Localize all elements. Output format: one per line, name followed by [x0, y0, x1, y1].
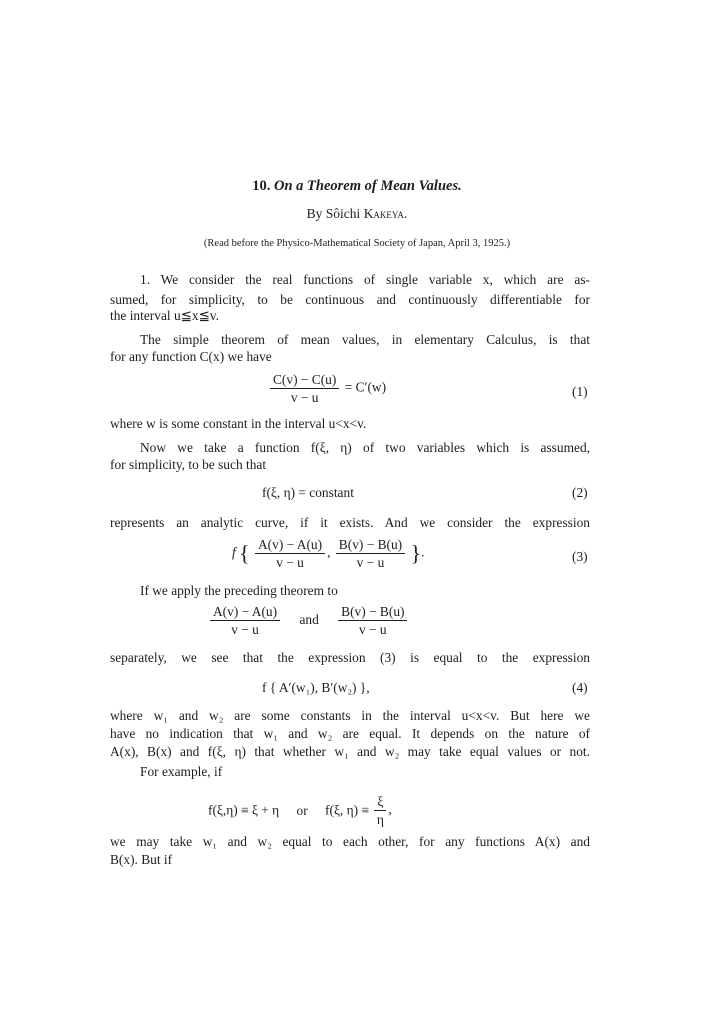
paper-title — [0, 178, 714, 194]
fraction — [374, 794, 386, 827]
paragraph-line: for simplicity, to be such that — [110, 457, 267, 472]
presentation-note: (Read before the Physico-Mathematical Society of Japan, April 3, 1925.) — [203, 238, 511, 249]
numerator: C(v) − C(u) — [270, 372, 339, 389]
example-equations: f(ξ,η) ≡ ξ + η or f(ξ, η) ≡ $\frac{\xi}{\eta}$ , — [208, 794, 392, 827]
equation-label: (2) — [572, 485, 588, 500]
fraction — [210, 604, 280, 637]
paragraph-line: the interval u≦x≦v. — [110, 308, 219, 323]
function-symbol: f — [232, 544, 236, 560]
fraction — [336, 537, 405, 570]
fraction-pair — [208, 604, 409, 637]
or-text: or — [296, 802, 308, 818]
denominator: η — [376, 812, 384, 827]
paragraph-line: A(x), B(x) and f(ξ, η) that whether w₁ and w₂ may take equal values or not. — [110, 744, 590, 759]
fraction — [270, 372, 339, 405]
equation-label: (1) — [572, 384, 588, 399]
equation-1 — [268, 372, 386, 405]
numerator: A(v) − A(u) — [255, 537, 325, 554]
paragraph-line: where w₁ and w₂ are some constants in the interval u<x<v. But here we — [110, 708, 590, 723]
example-a: f(ξ,η) ≡ ξ + η — [208, 802, 280, 818]
equation-rhs: = C′(w) — [344, 379, 387, 395]
section-number: 10. — [252, 178, 271, 194]
denominator: v − u — [276, 555, 304, 570]
author-line — [0, 206, 714, 222]
numerator: B(v) − B(u) — [338, 604, 407, 621]
denominator: v − u — [358, 622, 387, 637]
fraction — [255, 537, 325, 570]
paragraph-line: where w is some constant in the interval u<x<v. — [110, 416, 367, 431]
paragraph-line: B(x). But if — [110, 852, 173, 867]
paragraph-line: have no indication that w₁ and w₂ are equal. It depends on the nature of — [110, 726, 590, 741]
fraction — [338, 604, 407, 637]
equation-label: (4) — [572, 680, 588, 695]
paragraph-line: For example, if — [140, 764, 223, 779]
numerator: B(v) − B(u) — [336, 537, 405, 554]
denominator: v − u — [290, 390, 319, 405]
left-brace: { — [239, 540, 250, 566]
paragraph-line: sumed, for simplicity, to be continuous and continuously differentiable for — [110, 292, 590, 307]
right-brace: } — [410, 540, 422, 566]
denominator: v − u — [231, 622, 259, 637]
paragraph-line: we may take w₁ and w₂ equal to each other, for any functions A(x) and — [110, 834, 590, 849]
paragraph-line: Now we take a function f(ξ, η) of two variables which is assumed, — [140, 440, 590, 455]
denominator: v − u — [356, 555, 385, 570]
equation-2: f(ξ, η) = constant — [262, 485, 354, 500]
paragraph-line: for any function C(x) we have — [110, 349, 272, 364]
equation-label: (3) — [572, 549, 588, 564]
paragraph-line: The simple theorem of mean values, in elementary Calculus, is that — [140, 332, 590, 347]
equation-4: f { A′(w₁), B′(w₂) }, — [262, 680, 370, 695]
equation-3: f { $\frac{A(v) - A(u)}{v - u}$ , $\frac{B(v) - B(u)}{v - u}$ }. — [232, 537, 425, 570]
by-text: By Sôichi — [306, 206, 361, 221]
author-name: Kakeya. — [363, 206, 408, 221]
example-b-lhs: f(ξ, η) ≡ — [325, 802, 369, 818]
numerator: A(v) − A(u) — [210, 604, 280, 621]
paragraph-line: represents an analytic curve, if it exists. And we consider the expression — [110, 515, 590, 530]
paragraph-line: separately, we see that the expression (3) is equal to the expression — [110, 650, 590, 665]
title-text: On a Theorem of Mean Values. — [274, 178, 462, 194]
and-text: and — [299, 611, 319, 627]
numerator: ξ — [374, 794, 386, 811]
paragraph-line: 1. We consider the real functions of single variable x, which are as- — [140, 272, 590, 287]
paragraph-line: If we apply the preceding theorem to — [140, 583, 338, 598]
